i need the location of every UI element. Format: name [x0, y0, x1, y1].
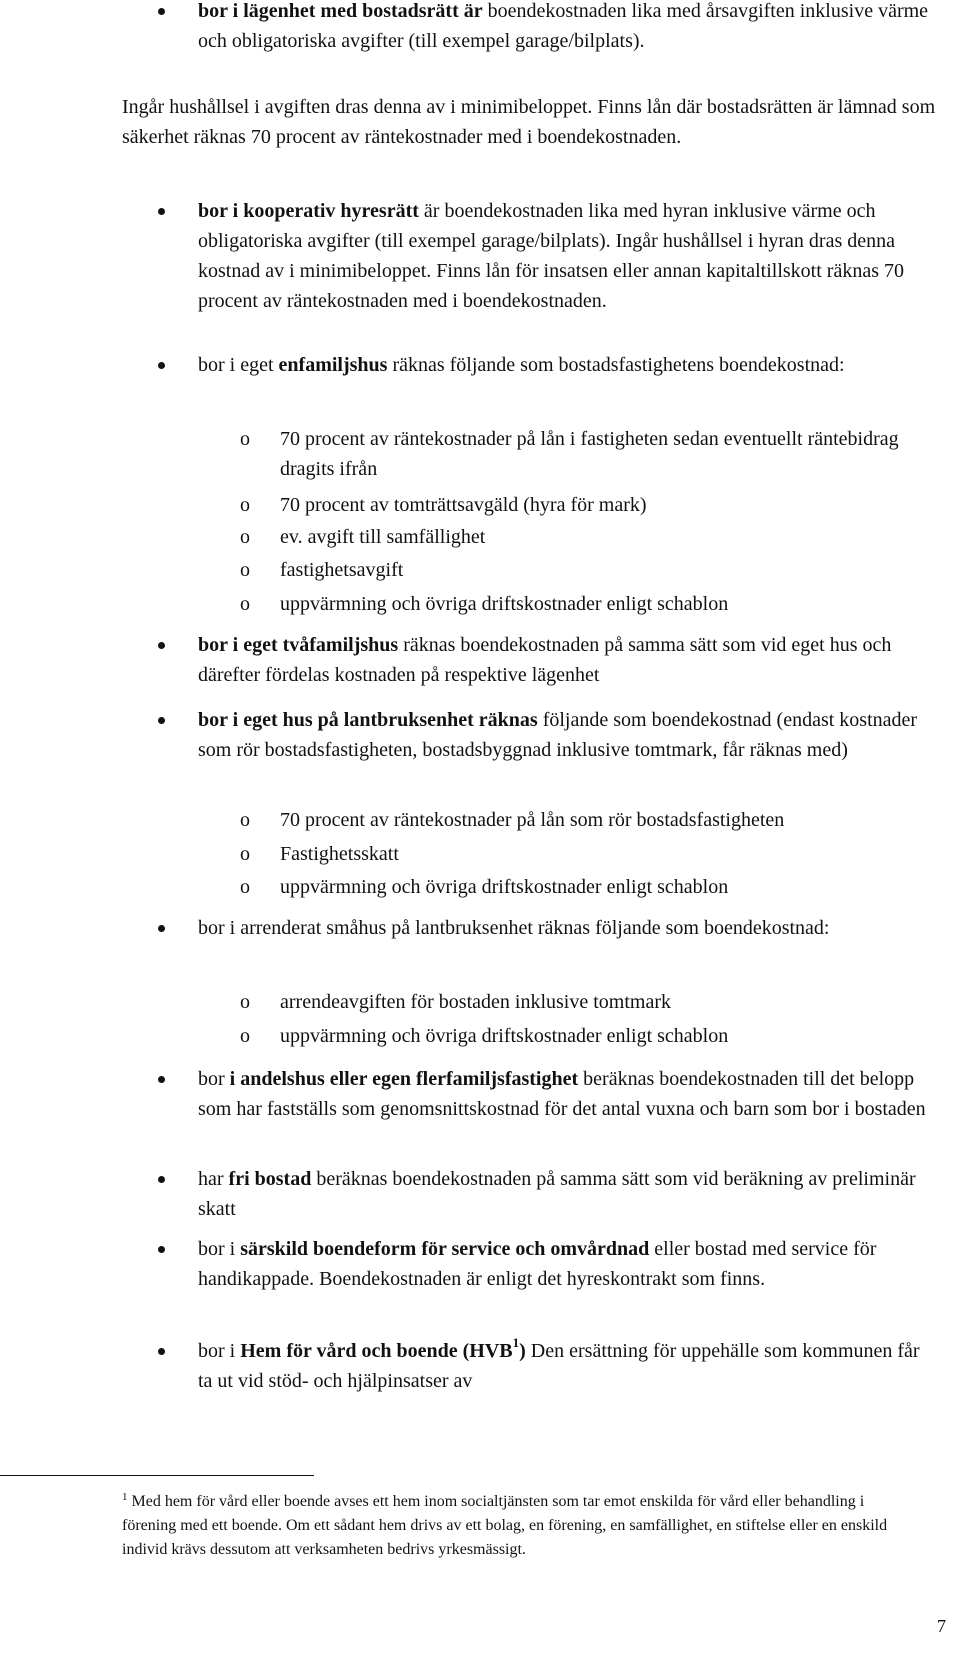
bullet-icon — [158, 717, 165, 724]
item-bold: fri bostad — [228, 1168, 312, 1190]
footnote — [122, 1490, 922, 1562]
bullet-icon — [158, 642, 165, 649]
circle-marker-icon: o — [240, 809, 250, 831]
circle-marker-icon: o — [240, 876, 250, 898]
list-item-andelshus — [198, 1064, 938, 1124]
circle-marker-icon: o — [240, 1025, 250, 1047]
item-text: bor i — [198, 1238, 241, 1260]
item-bold: särskild boendeform för service och omvårdnad — [240, 1238, 650, 1260]
footnote-separator — [0, 1475, 314, 1476]
item-text: bor — [198, 1068, 230, 1090]
item-text: bor i arrenderat småhus på lantbruksenhet räknas följande som boendekostnad: — [198, 917, 830, 939]
bullet-icon — [158, 208, 165, 215]
sub-item-text: uppvärmning och övriga driftskostnader enligt schablon — [280, 876, 729, 898]
paragraph-hushallsel: Ingår hushållsel i avgiften dras denna av i minimibeloppet. Finns lån där bostadsrätten är lämnad som säkerhet räknas 70 procent av räntekostnader med i boendekostnaden. — [122, 96, 936, 148]
item-bold: ) — [519, 1340, 526, 1362]
item-bold: bor i eget hus på lantbruksenhet räknas — [198, 709, 538, 731]
item-text: beräknas boendekostnaden på samma sätt som vid beräkning av preliminär skatt — [198, 1168, 916, 1220]
bullet-icon — [158, 925, 165, 932]
item-text: eller bostad med service för handikappade. Boendekostnaden är enligt det hyreskontrakt som finns. — [198, 1238, 877, 1290]
item-bold: i andelshus eller egen flerfamiljsfastighet — [229, 1068, 579, 1090]
sub-item-text: Fastighetsskatt — [280, 843, 399, 865]
item-bold: Hem för vård och boende (HVB — [240, 1340, 513, 1362]
footnote-text: Med hem för vård eller boende avses ett hem inom socialtjänsten som tar emot enskilda för vård eller behandling i förening med ett boende. Om ett sådant hem drivs av ett bolag, en förening, en samfällighet, en stiftelse eller en enskild individ krävs dessutom att verksamheten bedrivs yrkesmässigt. — [122, 1493, 888, 1558]
sub-item — [240, 490, 940, 520]
item-text: Den ersättning för uppehälle som kommunen får ta ut vid stöd- och hjälpinsatser av — [198, 1340, 920, 1392]
circle-marker-icon: o — [240, 843, 250, 865]
item-text: har — [198, 1168, 229, 1190]
bullet-icon — [158, 1246, 165, 1253]
bullet-icon — [158, 8, 165, 15]
item-text: räknas boendekostnaden på samma sätt som vid eget hus och därefter fördelas kostnaden på respektive lägenhet — [198, 634, 892, 686]
circle-marker-icon: o — [240, 559, 250, 581]
circle-marker-icon: o — [240, 991, 250, 1013]
list-item-tvafamiljshus — [198, 630, 938, 690]
circle-marker-icon: o — [240, 428, 250, 450]
list-item-kooperativ — [198, 196, 938, 316]
sub-item — [240, 839, 940, 869]
item-text: bor i eget — [198, 354, 279, 376]
item-text: beräknas boendekostnaden till det belopp som har fastställs som genomsnittskostnad för det antal vuxna och barn som bor i bostaden — [198, 1068, 926, 1120]
item-bold: bor i lägenhet med bostadsrätt är — [198, 0, 483, 22]
sub-item-text: fastighetsavgift — [280, 559, 404, 581]
bullet-icon — [158, 1176, 165, 1183]
list-item-arrenderat — [198, 913, 938, 943]
item-text: bor i — [198, 1340, 241, 1362]
sub-item — [240, 872, 940, 902]
item-text: räknas följande som bostadsfastighetens boendekostnad: — [387, 354, 845, 376]
footnote-mark: 1 — [122, 1491, 128, 1503]
sub-item — [240, 424, 940, 484]
list-item-enfamiljshus — [198, 350, 938, 380]
bullet-icon — [158, 1348, 165, 1355]
sub-item — [240, 555, 940, 585]
circle-marker-icon: o — [240, 494, 250, 516]
sub-item-text: uppvärmning och övriga driftskostnader enligt schablon — [280, 1025, 729, 1047]
item-bold: enfamiljshus — [278, 354, 388, 376]
sub-item — [240, 987, 940, 1017]
sub-item — [240, 805, 940, 835]
footnote-reference[interactable]: 1 — [512, 1335, 520, 1350]
sub-item-text: 70 procent av tomträttsavgäld (hyra för mark) — [280, 494, 647, 516]
list-item-fri-bostad — [198, 1164, 938, 1224]
item-bold: bor i eget tvåfamiljshus — [198, 634, 399, 656]
sub-item-text: uppvärmning och övriga driftskostnader enligt schablon — [280, 593, 729, 615]
sub-item — [240, 522, 940, 552]
item-text: boendekostnaden lika med årsavgiften inklusive värme och obligatoriska avgifter (till exempel garage/bilplats). — [198, 0, 929, 52]
list-item-bostadsratt — [198, 0, 938, 56]
sub-item — [240, 589, 940, 619]
circle-marker-icon: o — [240, 593, 250, 615]
sub-item-text: 70 procent av räntekostnader på lån som rör bostadsfastigheten — [280, 809, 785, 831]
bullet-icon — [158, 1076, 165, 1083]
list-item-sarskild-boendeform — [198, 1234, 938, 1294]
bullet-icon — [158, 362, 165, 369]
sub-item — [240, 1021, 940, 1051]
sub-item-text: arrendeavgiften för bostaden inklusive tomtmark — [280, 991, 671, 1013]
item-text: följande som boendekostnad (endast kostnader som rör bostadsfastigheten, bostadsbyggnad inklusive tomtmark, får räknas med) — [198, 709, 918, 761]
list-item-hvb — [198, 1336, 938, 1396]
circle-marker-icon: o — [240, 526, 250, 548]
item-bold: bor i kooperativ hyresrätt — [198, 200, 419, 222]
sub-item-text: 70 procent av räntekostnader på lån i fastigheten sedan eventuellt räntebidrag dragits ifrån — [280, 428, 899, 480]
item-text: är boendekostnaden lika med hyran inklusive värme och obligatoriska avgifter (till exempel garage/bilplats). Ingår hushållsel i hyran dras denna kostnad av i minimibeloppet. Finns lån för insatsen eller annan kapitaltillskott räknas 70 procent av räntekostnaden med i boendekostnaden. — [198, 200, 904, 312]
list-item-lantbruksenhet — [198, 705, 938, 765]
sub-item-text: ev. avgift till samfällighet — [280, 526, 486, 548]
page-number: 7 — [937, 1616, 946, 1636]
